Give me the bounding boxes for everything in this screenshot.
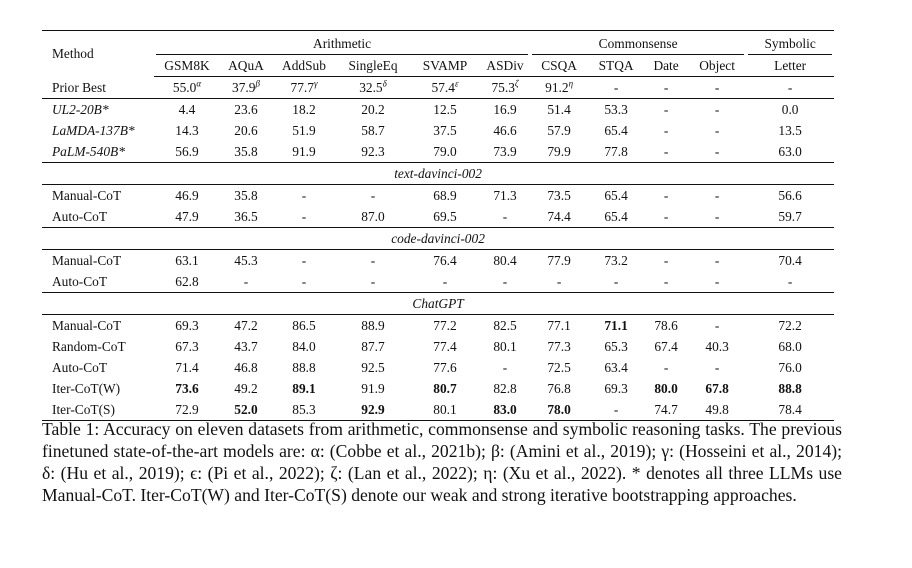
table-cell: 47.2 — [234, 318, 258, 333]
table-cell: 92.3 — [361, 144, 385, 159]
table-cell: 72.2 — [778, 318, 802, 333]
table-cell: 79.9 — [547, 144, 571, 159]
column-header-row — [42, 55, 834, 77]
table-cell: 0.0 — [781, 102, 799, 117]
table-cell: 88.8 — [292, 360, 316, 375]
table-cell: - — [301, 253, 307, 268]
table-cell: 82.5 — [493, 318, 517, 333]
table-cell: 63.4 — [604, 360, 628, 375]
table-cell: 74.7 — [644, 399, 688, 421]
cell-value: - — [714, 80, 720, 95]
table-cell: 65.4 — [604, 209, 628, 224]
table-cell: - — [714, 274, 720, 289]
column-header-gsm8k: GSM8K — [154, 55, 220, 77]
column-header-stqa: STQA — [588, 55, 644, 77]
table-cell: 80.1 — [493, 339, 517, 354]
table-cell: 73.5 — [547, 188, 571, 203]
table-cell: 18.2 — [292, 102, 316, 117]
citation-marker: δ — [382, 78, 387, 89]
cell-value: 77.7 — [290, 80, 314, 95]
cell-value: 75.3 — [491, 80, 515, 95]
table-cell: 47.9 — [175, 209, 199, 224]
table-cell: 49.8 — [688, 399, 746, 421]
row-label: PaLM-540B* — [52, 144, 125, 159]
table-row — [42, 315, 834, 337]
table-cell: 88.8 — [778, 381, 802, 396]
row-label: UL2-20B* — [52, 102, 109, 117]
table-cell: 56.6 — [778, 188, 802, 203]
table-cell: 77.9 — [547, 253, 571, 268]
results-table-container — [42, 30, 834, 421]
table-cell: 4.4 — [178, 102, 196, 117]
table-cell — [220, 77, 272, 99]
table-cell: - — [714, 360, 720, 375]
column-header-addsub: AddSub — [272, 55, 336, 77]
table-cell: 20.6 — [234, 123, 258, 138]
table-cell: 37.5 — [433, 123, 457, 138]
table-cell: 76.4 — [433, 253, 457, 268]
table-cell: 35.8 — [234, 188, 258, 203]
table-cell: 51.4 — [547, 102, 571, 117]
table-cell: - — [714, 144, 720, 159]
citation-marker: ε — [454, 78, 459, 89]
table-cell: 92.9 — [336, 399, 410, 421]
table-cell: 77.2 — [433, 318, 457, 333]
table-cell: 74.4 — [547, 209, 571, 224]
method-header: Method — [42, 31, 154, 77]
row-label: LaMDA-137B* — [52, 123, 135, 138]
table-cell: 82.8 — [493, 381, 517, 396]
table-row — [42, 336, 834, 357]
table-cell: - — [663, 102, 669, 117]
row-label: Manual-CoT — [52, 188, 122, 203]
cell-value: - — [613, 80, 619, 95]
table-cell: 91.9 — [361, 381, 385, 396]
table-cell: - — [714, 102, 720, 117]
column-header-date: Date — [644, 55, 688, 77]
table-cell: 52.0 — [220, 399, 272, 421]
table-cell — [154, 77, 220, 99]
table-cell: 46.9 — [175, 188, 199, 203]
table-cell: 40.3 — [705, 339, 729, 354]
section-title: text-davinci-002 — [42, 163, 834, 185]
table-cell — [272, 77, 336, 99]
table-cell: 85.3 — [272, 399, 336, 421]
table-cell: 13.5 — [778, 123, 802, 138]
table-cell: 65.4 — [604, 188, 628, 203]
symbolic-group-header: Symbolic — [746, 31, 834, 56]
table-cell: 23.6 — [234, 102, 258, 117]
cell-value: 37.9 — [232, 80, 256, 95]
citation-marker: γ — [313, 78, 318, 89]
table-cell: - — [301, 209, 307, 224]
table-cell: - — [714, 188, 720, 203]
column-header-letter: Letter — [746, 55, 834, 77]
row-label: Manual-CoT — [52, 253, 122, 268]
table-cell: 69.3 — [175, 318, 199, 333]
table-cell: 14.3 — [175, 123, 199, 138]
table-cell: 77.1 — [547, 318, 571, 333]
citation-marker: ζ — [514, 78, 519, 89]
table-cell: 77.6 — [433, 360, 457, 375]
table-cell: 70.4 — [778, 253, 802, 268]
table-cell — [410, 77, 480, 99]
table-cell: 36.5 — [234, 209, 258, 224]
citation-marker: η — [568, 78, 574, 89]
table-cell: 69.3 — [604, 381, 628, 396]
arithmetic-group-header: Arithmetic — [154, 31, 530, 56]
row-label: Prior Best — [42, 77, 154, 99]
table-cell: 51.9 — [292, 123, 316, 138]
table-cell: 80.7 — [433, 381, 457, 396]
table-cell: 80.4 — [493, 253, 517, 268]
table-cell: 67.8 — [705, 381, 729, 396]
cell-value: - — [663, 80, 669, 95]
table-cell: - — [714, 253, 720, 268]
table-cell: - — [301, 188, 307, 203]
table-cell: 56.9 — [175, 144, 199, 159]
section-header-row — [42, 228, 834, 250]
section-header-row — [42, 163, 834, 185]
table-cell: 12.5 — [433, 102, 457, 117]
table-cell: - — [663, 274, 669, 289]
table-cell: - — [370, 274, 376, 289]
table-row-baseline — [42, 141, 834, 163]
table-cell: 35.8 — [234, 144, 258, 159]
table-cell: 45.3 — [234, 253, 258, 268]
table-cell: 80.1 — [410, 399, 480, 421]
table-cell: - — [502, 209, 508, 224]
table-caption: Table 1: Accuracy on eleven datasets from arithmetic, commonsense and symbolic reasoning tasks. The previous finetuned state-of-the-art models are: α: (Cobbe et al., 2021b); β: (Amini et al., 2019); γ: (Hosseini et al., 2014); δ: (Hu et al., 2019); ϵ: (Pi et al., 2022); ζ: (Lan et al., 2022); η: (Xu et al., 2022). * denotes all three LLMs use Manual-CoT. Iter-CoT(W) and Iter-CoT(S) denote our weak and strong iterative bootstrapping approaches. — [42, 419, 842, 505]
table-cell: 62.8 — [175, 274, 199, 289]
table-cell: 91.9 — [292, 144, 316, 159]
table-cell: 73.6 — [175, 381, 199, 396]
table-cell: 57.9 — [547, 123, 571, 138]
table-cell: 71.1 — [604, 318, 628, 333]
cell-value: 55.0 — [172, 80, 197, 95]
cell-value: - — [787, 80, 793, 95]
table-cell: 77.8 — [604, 144, 628, 159]
table-cell: 83.0 — [480, 399, 530, 421]
table-cell: 65.4 — [604, 123, 628, 138]
table-cell: 20.2 — [361, 102, 385, 117]
table-cell: 78.4 — [746, 399, 834, 421]
column-header-object: Object — [688, 55, 746, 77]
table-cell: - — [613, 274, 619, 289]
citation-marker: β — [255, 78, 260, 89]
table-cell: - — [714, 123, 720, 138]
table-cell — [530, 77, 588, 99]
table-cell: 53.3 — [604, 102, 628, 117]
column-header-singleeq: SingleEq — [336, 55, 410, 77]
column-header-asdiv: ASDiv — [480, 55, 530, 77]
table-cell: 46.8 — [234, 360, 258, 375]
table-cell: 63.0 — [778, 144, 802, 159]
table-cell: 78.0 — [530, 399, 588, 421]
table-cell: 80.0 — [654, 381, 678, 396]
table-cell: - — [502, 274, 508, 289]
table-row-prior-best — [42, 77, 834, 99]
table-row — [42, 206, 834, 228]
row-label: Auto-CoT — [52, 360, 108, 375]
results-table-body — [42, 77, 834, 421]
row-label: Iter-CoT(S) — [42, 399, 154, 421]
table-cell: 77.3 — [547, 339, 571, 354]
table-cell: 16.9 — [493, 102, 517, 117]
table-row-baseline — [42, 99, 834, 121]
table-row — [42, 250, 834, 272]
table-cell: 72.9 — [154, 399, 220, 421]
table-cell: - — [663, 360, 669, 375]
table-cell: - — [663, 188, 669, 203]
table-cell: 86.5 — [292, 318, 316, 333]
row-label: Auto-CoT — [52, 274, 108, 289]
cell-value: 91.2 — [545, 80, 569, 95]
table-cell: 88.9 — [361, 318, 385, 333]
citation-marker: α — [196, 78, 202, 89]
table-cell: 76.0 — [778, 360, 802, 375]
table-cell: - — [442, 274, 448, 289]
group-header-row — [42, 31, 834, 56]
section-header-row — [42, 293, 834, 315]
table-cell: - — [370, 253, 376, 268]
table-cell: - — [588, 399, 644, 421]
table-cell — [746, 77, 834, 99]
table-cell: 76.8 — [547, 381, 571, 396]
table-cell: 84.0 — [292, 339, 316, 354]
table-row — [42, 357, 834, 378]
table-cell: - — [243, 274, 249, 289]
table-cell: 46.6 — [493, 123, 517, 138]
table-cell: 77.4 — [433, 339, 457, 354]
table-row — [42, 185, 834, 207]
table-cell: - — [714, 209, 720, 224]
table-cell: - — [663, 209, 669, 224]
table-cell: 43.7 — [234, 339, 258, 354]
table-cell: - — [502, 360, 508, 375]
table-cell: 67.4 — [654, 339, 678, 354]
table-cell: 72.5 — [547, 360, 571, 375]
table-cell: 79.0 — [433, 144, 457, 159]
table-cell: 78.6 — [654, 318, 678, 333]
section-title: ChatGPT — [42, 293, 834, 315]
table-cell — [688, 77, 746, 99]
table-cell: - — [556, 274, 562, 289]
table-cell: 68.0 — [778, 339, 802, 354]
table-cell: 71.3 — [493, 188, 517, 203]
table-cell: - — [663, 253, 669, 268]
table-cell: 73.9 — [493, 144, 517, 159]
cell-value: 32.5 — [359, 80, 383, 95]
column-header-aqua: AQuA — [220, 55, 272, 77]
section-title: code-davinci-002 — [42, 228, 834, 250]
table-cell — [336, 77, 410, 99]
row-label: Random-CoT — [52, 339, 126, 354]
row-label: Auto-CoT — [52, 209, 108, 224]
table-cell: 63.1 — [175, 253, 199, 268]
table-cell: - — [301, 274, 307, 289]
table-cell: 92.5 — [361, 360, 385, 375]
table-cell: - — [370, 188, 376, 203]
table-cell: - — [663, 144, 669, 159]
table-cell: 68.9 — [433, 188, 457, 203]
table-cell: 59.7 — [778, 209, 802, 224]
column-header-csqa: CSQA — [530, 55, 588, 77]
row-label: Iter-CoT(W) — [52, 381, 121, 396]
commonsense-group-header: Commonsense — [530, 31, 746, 56]
table-row — [42, 378, 834, 399]
table-cell: 65.3 — [604, 339, 628, 354]
table-cell: - — [787, 274, 793, 289]
results-table — [42, 30, 834, 421]
table-cell: 87.0 — [361, 209, 385, 224]
table-cell: 89.1 — [292, 381, 316, 396]
table-cell: - — [663, 123, 669, 138]
row-label: Manual-CoT — [52, 318, 122, 333]
table-cell — [480, 77, 530, 99]
table-cell: 73.2 — [604, 253, 628, 268]
table-row-baseline — [42, 120, 834, 141]
table-cell: 67.3 — [175, 339, 199, 354]
cell-value: 57.4 — [431, 80, 455, 95]
table-cell: 49.2 — [234, 381, 258, 396]
table-cell: 58.7 — [361, 123, 385, 138]
table-cell — [644, 77, 688, 99]
table-cell — [588, 77, 644, 99]
table-cell: 71.4 — [175, 360, 199, 375]
table-cell: - — [714, 318, 720, 333]
table-row — [42, 271, 834, 293]
column-header-svamp: SVAMP — [410, 55, 480, 77]
table-cell: 69.5 — [433, 209, 457, 224]
table-cell: 87.7 — [361, 339, 385, 354]
